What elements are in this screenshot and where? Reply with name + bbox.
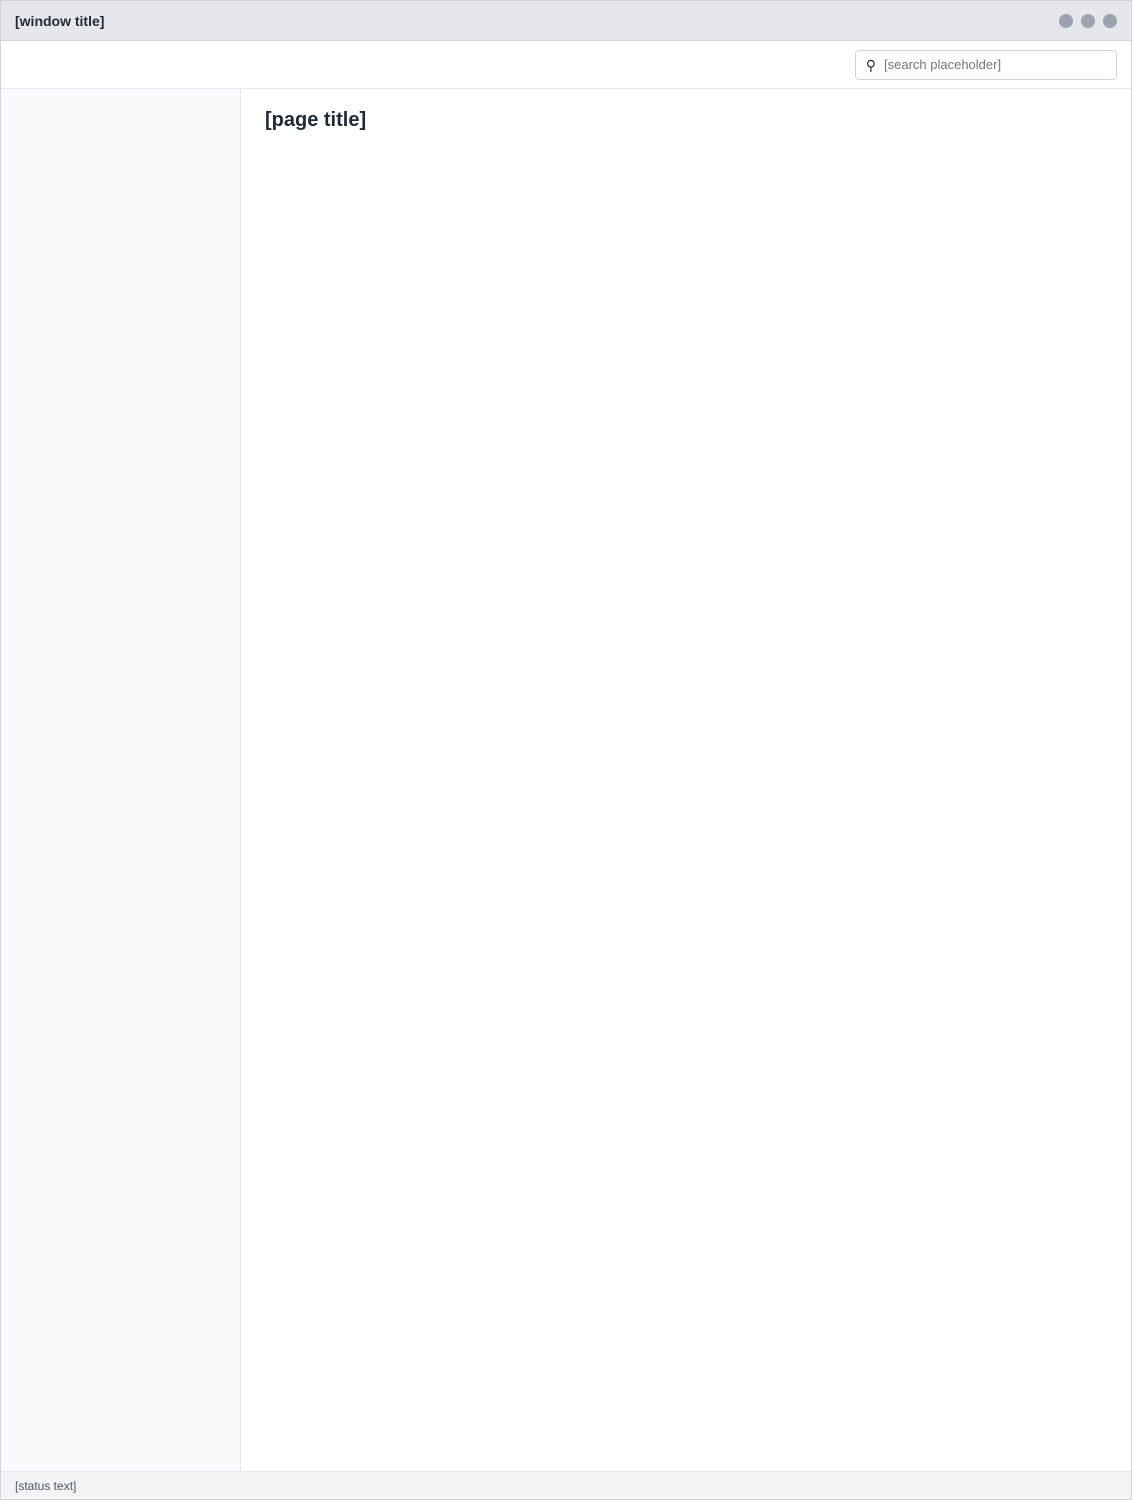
toolbar [1,41,1131,89]
window-title: [window title] [15,12,105,29]
title-bar [1,1,1131,41]
search-input[interactable] [882,56,1106,73]
search-box [855,50,1117,80]
close-button[interactable] [1103,14,1117,28]
app-body [1,89,1131,1471]
status-text: [status text] [15,1478,77,1493]
status-bar [1,1471,1131,1499]
page-title: [page title] [265,109,367,131]
window-controls [1059,14,1117,28]
maximize-button[interactable] [1081,14,1095,28]
minimize-button[interactable] [1059,14,1073,28]
sidebar [1,89,241,1471]
search-icon: ⚲ [865,56,876,73]
main-content [241,89,1131,1471]
